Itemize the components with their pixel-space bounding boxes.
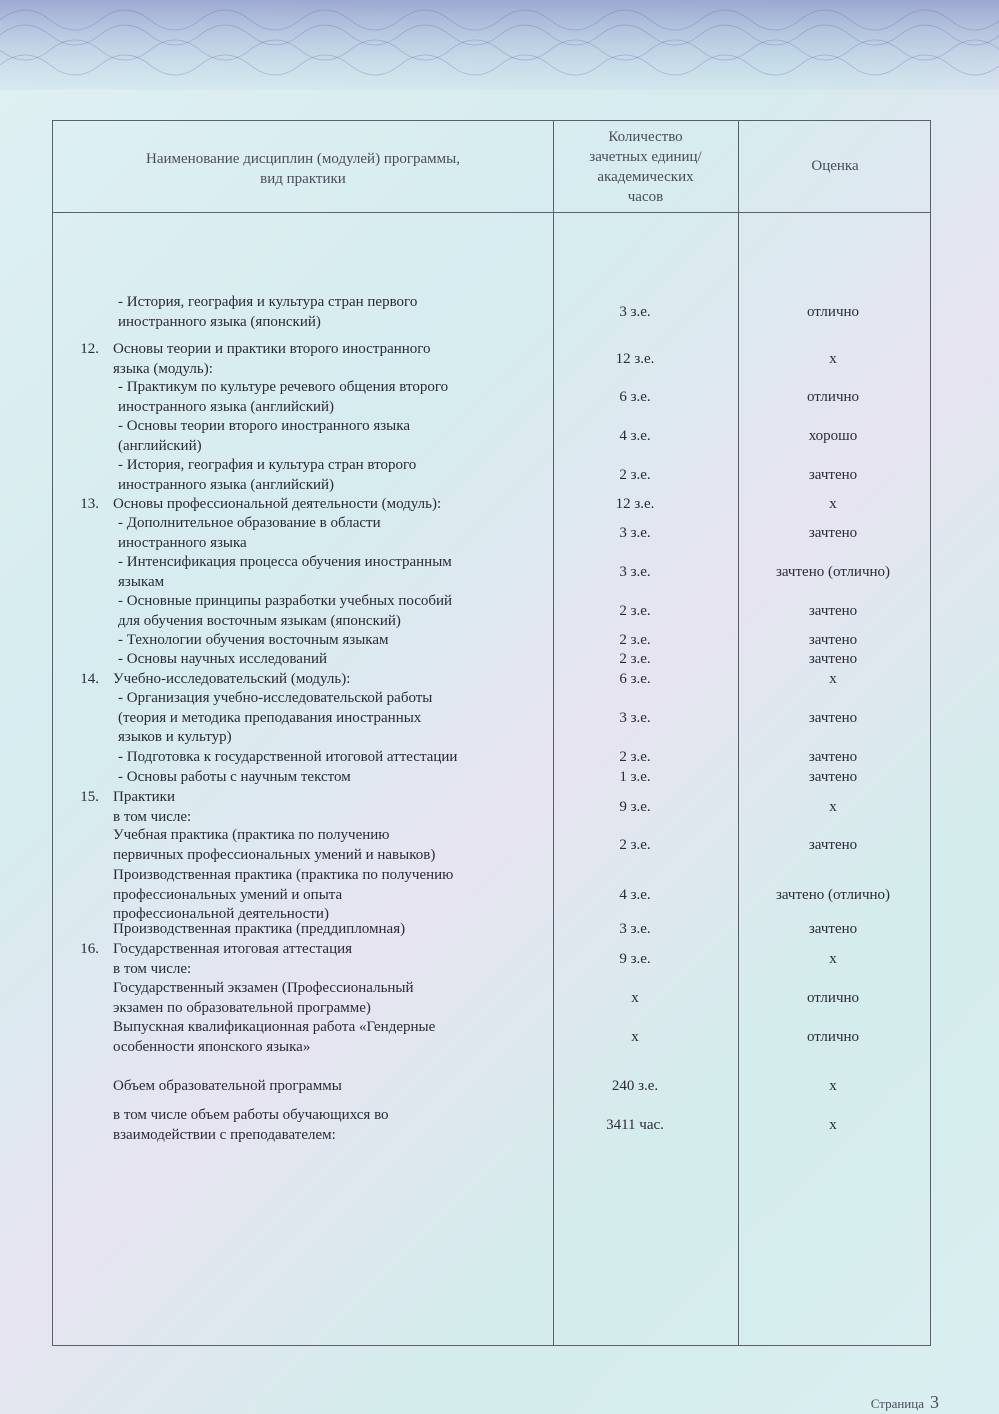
guilloche-border-pattern <box>0 0 999 90</box>
discipline-name: - Дополнительное образование в области иностранного языка <box>118 515 381 551</box>
grade-value: зачтено (отлично) <box>775 563 891 580</box>
discipline-name: Объем образовательной программы <box>113 1078 342 1094</box>
page-number: 3 <box>930 1392 939 1412</box>
credit-units: 2 з.е. <box>619 651 651 667</box>
credit-units: 2 з.е. <box>619 602 651 619</box>
discipline-name: - Основы работы с научным текстом <box>118 769 351 785</box>
row-number: 12. <box>80 341 99 357</box>
credit-units: 12 з.е. <box>615 350 655 367</box>
credit-units: 9 з.е. <box>619 798 651 815</box>
credit-units: 3 з.е. <box>619 563 651 580</box>
discipline-name: - Организация учебно-исследовательской работы (теория и методика преподавания иностранных языков и культур) <box>118 690 433 745</box>
header-divider <box>53 212 930 213</box>
row-number: 14. <box>80 671 99 687</box>
credit-units: 3 з.е. <box>619 921 651 937</box>
credit-units: 6 з.е. <box>619 671 651 687</box>
column-divider <box>553 121 554 1345</box>
grade-value: зачтено <box>808 709 858 726</box>
credit-units: 2 з.е. <box>619 632 651 648</box>
discipline-name: Государственная итоговая аттестация в том числе: <box>113 941 353 977</box>
discipline-name: - Основные принципы разработки учебных пособий для обучения восточным языкам (японский) <box>118 593 453 629</box>
row-number: 16. <box>80 941 99 957</box>
page-footer <box>871 1392 939 1413</box>
credit-units: 4 з.е. <box>619 886 651 903</box>
discipline-name: - Подготовка к государственной итоговой аттестации <box>118 749 458 765</box>
credit-units: 3 з.е. <box>619 303 651 320</box>
page-label: Страница <box>870 1396 924 1411</box>
grade-value: зачтено <box>808 602 858 619</box>
grade-value: зачтено <box>808 836 858 853</box>
credit-units: 9 з.е. <box>619 950 651 967</box>
grade-value: зачтено <box>808 524 858 541</box>
credit-units: х <box>631 989 639 1006</box>
discipline-name: Учебно-исследовательский (модуль): <box>113 671 351 687</box>
credit-units: 1 з.е. <box>619 769 651 785</box>
grade-value: зачтено <box>808 921 858 937</box>
credit-units: 2 з.е. <box>619 836 651 853</box>
grade-value: зачтено <box>808 466 858 483</box>
discipline-name: - Основы научных исследований <box>118 651 328 667</box>
discipline-name: - Практикум по культуре речевого общения второго иностранного языка (английский) <box>118 379 449 415</box>
column-divider <box>738 121 739 1345</box>
discipline-name: Государственный экзамен (Профессиональный экзамен по образовательной программе) <box>113 980 414 1016</box>
grade-value: х <box>829 350 837 367</box>
credit-units: 6 з.е. <box>619 388 651 405</box>
credit-units: 4 з.е. <box>619 427 651 444</box>
grade-value: отлично <box>806 303 860 320</box>
credit-units: 3411 час. <box>606 1116 664 1133</box>
credit-units: 240 з.е. <box>611 1078 659 1094</box>
credit-units: 3 з.е. <box>619 524 651 541</box>
credit-units: 12 з.е. <box>615 496 655 512</box>
discipline-name: - История, география и культура стран первого иностранного языка (японский) <box>118 294 418 330</box>
discipline-name: - Основы теории второго иностранного языка (английский) <box>118 418 410 454</box>
grade-value: х <box>829 1116 837 1133</box>
discipline-name: Производственная практика (преддипломная) <box>113 921 406 937</box>
grade-value: зачтено <box>808 769 858 785</box>
grade-value: х <box>829 950 837 967</box>
discipline-name: Производственная практика (практика по получению профессиональных умений и опыта профессиональной деятельности) <box>113 867 454 922</box>
grade-value: х <box>829 496 837 512</box>
discipline-name: Основы теории и практики второго иностранного языка (модуль): <box>113 341 431 377</box>
discipline-name: в том числе объем работы обучающихся во взаимодействии с преподавателем: <box>113 1107 389 1143</box>
grade-value: отлично <box>806 388 860 405</box>
grade-value: хорошо <box>808 427 858 444</box>
discipline-name: - Технологии обучения восточным языкам <box>118 632 389 648</box>
header-credit-units: Количество зачетных единиц/ академических часов <box>589 129 702 205</box>
grade-value: отлично <box>806 1028 860 1045</box>
credit-units: х <box>631 1028 639 1045</box>
row-number: 15. <box>80 789 99 805</box>
grade-value: отлично <box>806 989 860 1006</box>
grade-value: зачтено <box>808 632 858 648</box>
grade-value: х <box>829 671 837 687</box>
grade-value: х <box>829 798 837 815</box>
grade-value: зачтено <box>808 749 858 765</box>
credit-units: 2 з.е. <box>619 466 651 483</box>
row-number: 13. <box>80 496 99 512</box>
discipline-name: - Интенсификация процесса обучения иностранным языкам <box>118 554 452 590</box>
grade-value: зачтено <box>808 651 858 667</box>
grade-value: х <box>829 1078 837 1094</box>
credit-units: 3 з.е. <box>619 709 651 726</box>
header-discipline-name: Наименование дисциплин (модулей) программы, вид практики <box>146 151 460 187</box>
credit-units: 2 з.е. <box>619 749 651 765</box>
discipline-name: Практики в том числе: <box>113 789 192 825</box>
grade-value: зачтено (отлично) <box>775 886 891 903</box>
discipline-name: Выпускная квалификационная работа «Гендерные особенности японского языка» <box>113 1019 436 1055</box>
grades-table <box>52 120 931 1346</box>
discipline-name: Учебная практика (практика по получению первичных профессиональных умений и навыков) <box>113 827 436 863</box>
discipline-name: Основы профессиональной деятельности (модуль): <box>113 496 442 512</box>
header-grade: Оценка <box>811 158 859 174</box>
discipline-name: - История, география и культура стран второго иностранного языка (английский) <box>118 457 417 493</box>
